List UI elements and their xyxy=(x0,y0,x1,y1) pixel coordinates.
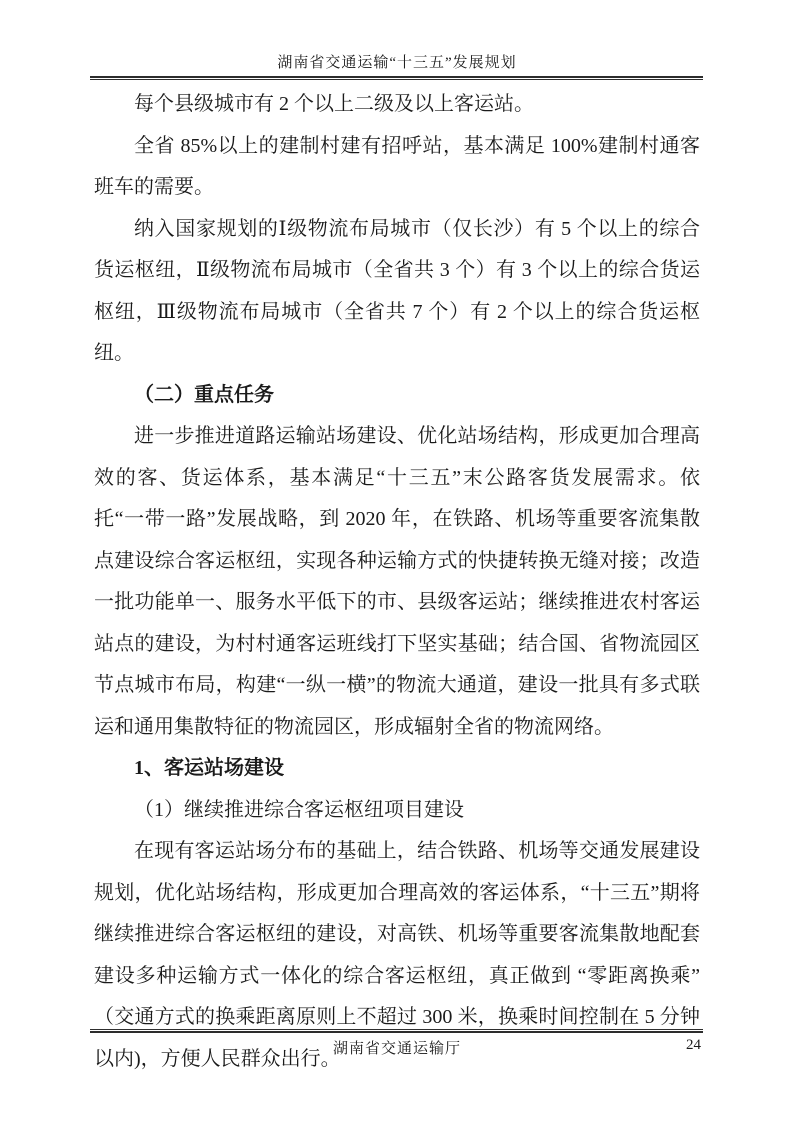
paragraph-county-stations: 每个县级城市有 2 个以上二级及以上客运站。 xyxy=(134,93,534,115)
section-heading-key-tasks: （二）重点任务 xyxy=(134,383,274,406)
paragraph-key-tasks-overview: 进一步推进道路运输站场建设、优化站场结构，形成更加合理高效的客、货运体系，基本满足“十三五”末公路客货发展需求。依托“一带一路”发展战略，到 2020 年，在铁路、机场等重要客流集散点建设综合客运枢纽，实现各种运输方式的快捷转换无缝对接；改造一批功能单一、服务水平低下的市、县级客运站；继续推进农村客运站点的建设，为村村通客运班线打下坚实基础；结合国、省物流园区节点城市布局，构建“一纵一横”的物流大通道，建设一批具有多式联运和通用集散特征的物流园区，形成辐射全省的物流网络。 xyxy=(94,425,700,738)
footer-rule xyxy=(90,1029,703,1033)
paragraph-hub-projects-detail: 在现有客运站场分布的基础上，结合铁路、机场等交通发展建设规划，优化站场结构，形成更加合理高效的客运体系，“十三五”期将继续推进综合客运枢纽的建设，对高铁、机场等重要客流集散地配套建设多种运输方式一体化的综合客运枢纽，真正做到 “零距离换乘” （交通方式的换乘距离原则上不超过 300 米，换乘时间控制在 5 分钟以内)，方便人民群众出行。 xyxy=(94,840,700,1070)
footer-department: 湖南省交通运输厅 xyxy=(332,1041,461,1057)
header-rule xyxy=(90,76,703,80)
document-body xyxy=(94,84,700,1080)
paragraph-village-stops: 全省 85%以上的建制村建有招呼站，基本满足 100%建制村通客班车的需要。 xyxy=(94,134,700,198)
page-number: 24 xyxy=(686,1037,701,1053)
paragraph-logistics-hubs: 纳入国家规划的Ⅰ级物流布局城市（仅长沙）有 5 个以上的综合货运枢纽，Ⅱ级物流布局城市（全省共 3 个）有 3 个以上的综合货运枢纽，Ⅲ级物流布局城市（全省共 7 个）有 2 个以上的综合货运枢纽。 xyxy=(94,217,700,364)
subsection-heading-hub-projects: （1）继续推进综合客运枢纽项目建设 xyxy=(134,798,464,821)
section-heading-passenger-station-construction: 1、客运站场建设 xyxy=(134,757,284,779)
header-title: 湖南省交通运输“十三五”发展规划 xyxy=(277,55,517,71)
